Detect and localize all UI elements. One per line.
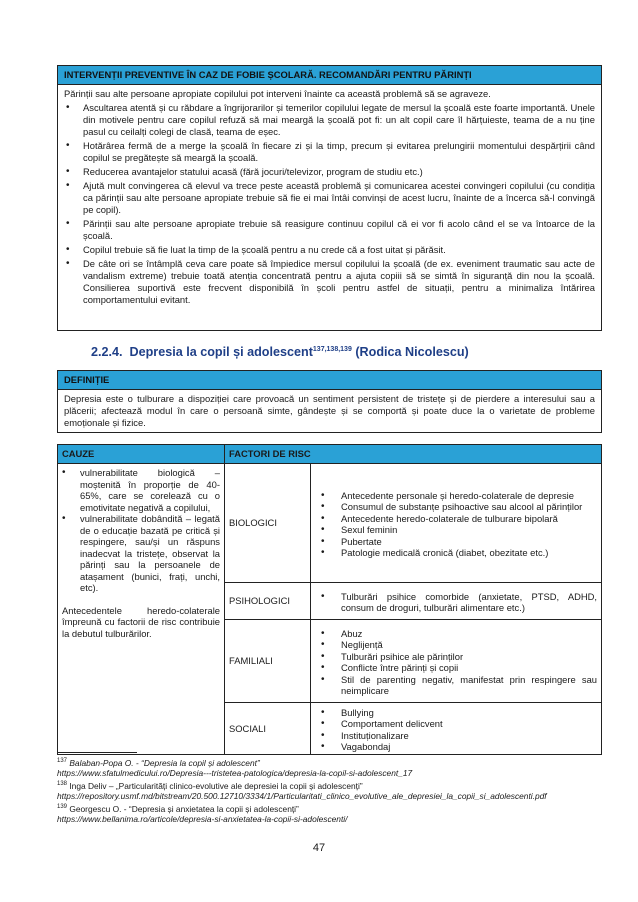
section-author: (Rodica Nicolescu) <box>355 345 469 359</box>
list-item: • Patologie medicală cronică (diabet, obezitate etc.) <box>315 547 597 559</box>
list-item: • De câte ori se întâmplă ceva care poate să împiedice mersul copilului la școală (de ex. eveniment traumatic sau acte de vandalism extreme) trebuie toată atenția concentrată pentru a ajuta copiii să se simtă în siguranță din nou la școală. Consilierea suportivă este frecvent disponibilă în școli pentru astfel de situații, pentru a minimaliza întărirea comportamentului evitant. <box>64 258 595 306</box>
list-item: • Consumul de substanțe psihoactive sau alcool al părinților <box>315 501 597 513</box>
list-item: • Ascultarea atentă și cu răbdare a îngrijorarilor și temerilor copilului legate de mersul la școală este foarte importantă. Unele din motivele pentru care copilul refuză să mai meargă la școală pot fi: un alt copil care îl hărțuieste, teama de a nu ține pasul cu ceilalți colegi de clasă, teama de eșec. <box>64 102 595 138</box>
factor-items-familiali <box>311 620 602 703</box>
table-row <box>58 464 602 583</box>
section-title: Depresia la copil și adolescent <box>129 345 313 359</box>
footnote-text: Balaban-Popa O. - “Depresia la copil și adolescent” <box>69 757 260 768</box>
list-item: • Conflicte între părinți și copii <box>315 662 597 674</box>
footnote <box>57 802 605 814</box>
footnotes <box>57 756 605 825</box>
factor-items-sociali <box>311 703 602 755</box>
interventions-body <box>58 85 601 310</box>
list-item: • Ajută mult convingerea că elevul va trece peste această problemă și comunicarea acestei convingeri copilului (cu condiția ca părinții sau alte persoane apropiate trebuie să fie ei mai întâi convinși de acest lucru, înainte de a încerca să-l convingă pe copil). <box>64 180 595 216</box>
table-header-row <box>58 445 602 464</box>
factor-items-psihologici <box>311 583 602 620</box>
list-item: • Antecedente heredo-colaterale de tulburare bipolară <box>315 513 597 525</box>
list-item: • Antecedente personale și heredo-colaterale de depresie <box>315 490 597 502</box>
factor-name-psihologici: PSIHOLOGICI <box>225 583 311 620</box>
list-item: • vulnerabilitate dobândită – legată de o educație bazată pe critică și respingere, sau/și un răspuns inadecvat la tristețe, observat la părinți sau la persoanele de atașament (bunici, frați, unchi, etc). <box>62 513 220 594</box>
list-item: • Părinții sau alte persoane apropiate trebuie să reasigure continuu copilul că ei vor fi acolo când el se va întoarce de la școală. <box>64 218 595 242</box>
list-item: • Reducerea avantajelor statului acasă (fără jocuri/televizor, program de studiu etc.) <box>64 166 595 178</box>
factor-name-familiali: FAMILIALI <box>225 620 311 703</box>
list-item: • Tulburări psihice comorbide (anxietate, PTSD, ADHD, consum de droguri, tulburări alimentare etc.) <box>315 591 597 614</box>
footnote-number: 137 <box>57 758 68 764</box>
interventions-intro: Părinții sau alte persoane apropiate copilului pot interveni înainte ca această problemă să se agraveze. <box>64 88 491 99</box>
page-number: 47 <box>312 842 326 854</box>
list-item: • Instituționalizare <box>315 730 597 742</box>
list-item: • vulnerabilitate biologică – moștenită în proporție de 40-65%, care se corelează cu o emotivitate negativă a copilului, <box>62 467 220 513</box>
list-item: • Sexul feminin <box>315 524 597 536</box>
causes-column-header: CAUZE <box>58 445 225 464</box>
section-number: 2.2.4. <box>91 345 123 359</box>
footnote-link[interactable]: https://www.bellanima.ro/articole/depresia-si-anxietatea-la-copii-si-adolescenti/ <box>57 814 348 825</box>
interventions-list <box>64 102 595 306</box>
causes-list <box>62 467 220 594</box>
list-item: • Comportament delicvent <box>315 718 597 730</box>
footnote-text: Inga Deliv – „Particularități clinico-evolutive ale depresiei la copii și adolescenți” <box>69 780 363 791</box>
list-item: • Vagabondaj <box>315 741 597 753</box>
risk-factors-table <box>57 444 602 755</box>
footnote-link[interactable]: https://repository.usmf.md/bitstream/20.500.12710/3334/1/Particularitati_clinico_evolutive_ale_depresiei_la_copii_si_adolescenti.pdf <box>57 791 547 802</box>
footnote <box>57 779 605 802</box>
footnote-text: Georgescu O. - “Depresia și anxietatea la copii și adolescenți” <box>69 803 299 814</box>
definition-box <box>57 370 602 433</box>
causes-cell <box>58 464 225 755</box>
section-heading <box>91 345 469 359</box>
list-item: • Tulburări psihice ale părinților <box>315 651 597 663</box>
factor-name-sociali: SOCIALI <box>225 703 311 755</box>
list-item: • Stil de parenting negativ, manifestat prin respingere sau neimplicare <box>315 674 597 697</box>
footnote-divider <box>57 752 137 753</box>
interventions-box <box>57 65 602 331</box>
list-item: • Pubertate <box>315 536 597 548</box>
footnote-number: 138 <box>57 780 68 787</box>
list-item: • Neglijență <box>315 639 597 651</box>
footnote-link[interactable]: https://www.sfatulmedicului.ro/Depresia---tristetea-patologica/depresia-la-copil-si-adolescent_17 <box>57 768 413 779</box>
footnote-number: 139 <box>57 803 68 810</box>
list-item: • Copilul trebuie să fie luat la timp de la școală pentru a nu crede că a fost uitat și părăsit. <box>64 244 595 256</box>
causes-note: Antecedentele heredo-colaterale împreună cu factorii de risc contribuie la debutul tulburărilor. <box>62 604 220 639</box>
footnote <box>57 756 605 768</box>
definition-title: DEFINIȚIE <box>58 371 601 390</box>
factor-items-biologici <box>311 464 602 583</box>
factor-name-biologici: BIOLOGICI <box>225 464 311 583</box>
list-item: • Bullying <box>315 707 597 719</box>
factors-column-header: FACTORI DE RISC <box>225 445 602 464</box>
list-item: • Hotărârea fermă de a merge la școală în fiecare zi și la timp, precum și evitarea prelungirii momentului despărțirii când copilul se pregătește să meargă la școală. <box>64 140 595 164</box>
definition-text: Depresia este o tulburare a dispoziției care provoacă un sentiment persistent de tristețe și de pierdere a interesului sau a plăcerii; afectează modul în care o persoană simte, gândește și se comportă și poate duce la o varietate de probleme emoționale și fizice. <box>64 393 595 428</box>
interventions-title: INTERVENȚII PREVENTIVE ÎN CAZ DE FOBIE ȘCOLARĂ. RECOMANDĂRI PENTRU PĂRINȚI <box>58 66 601 85</box>
section-refs: 137,138,139 <box>312 345 352 353</box>
list-item: • Abuz <box>315 628 597 640</box>
